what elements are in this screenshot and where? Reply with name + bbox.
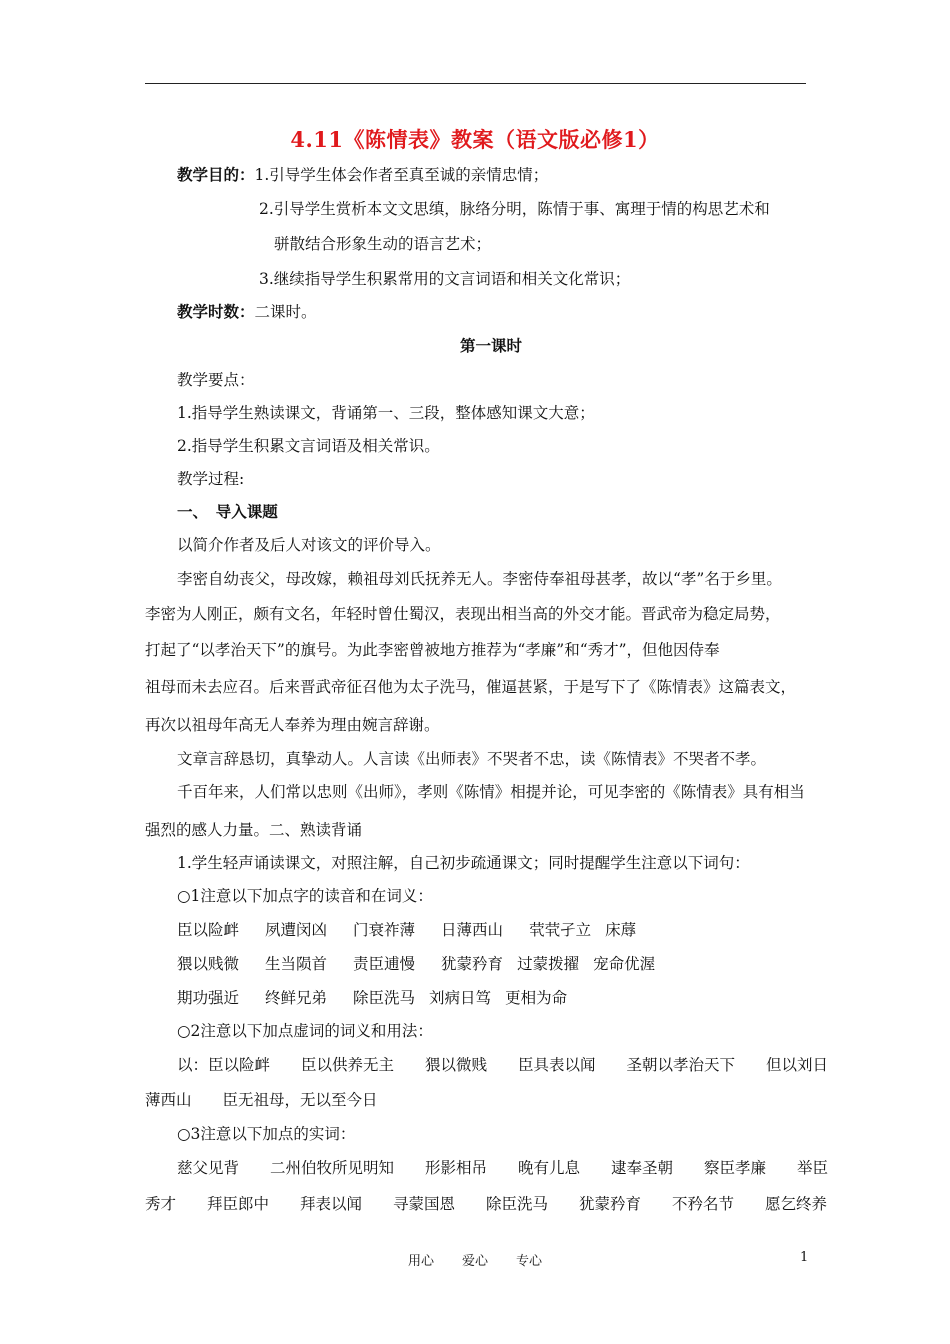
document-title: 4.11《陈情表》教案（语文版必修1） [290,127,660,152]
lesson-heading: 第一课时 [459,336,522,355]
objective-item: 2.引导学生赏析本文文思缜，脉络分明，陈情于事、寓理于情的构思艺术和 [259,200,770,218]
step-text: 1.学生轻声诵读课文，对照注解，自己初步疏通课文；同时提醒学生注意以下词句： [177,854,750,872]
points-label: 教学要点： [177,371,255,389]
paragraph-line: 强烈的感人力量。二、熟读背诵 [145,821,363,839]
paragraph-line: 再次以祖母年高无人奉养为理由婉言辞谢。 [145,716,440,734]
word-item: 刘病日笃 [429,989,492,1007]
header-rule [145,83,806,84]
objectives-label: 教学目的： [177,165,255,184]
footer-item: 专心 [516,1254,543,1269]
objectives-line-1 [177,165,548,185]
paragraph-line: 千百年来，人们常以忠则《出师》，孝则《陈情》相提并论，可见李密的《陈情表》具有相当 [177,783,805,801]
word-item: 犹蒙矜育 [441,955,504,973]
word-item: 床蓐 [605,921,637,939]
footer-item: 用心 [407,1254,434,1269]
paragraph-line: 李密为人刚正，颇有文名，年轻时曾仕蜀汉，表现出相当高的外交才能。晋武帝为稳定局势， [145,605,781,623]
word-item: 期功强近 [177,989,240,1007]
page-number: 1 [800,1250,809,1265]
note-line: 薄西山 臣无祖母，无以至今日 [145,1091,378,1109]
note-line: 秀才 拜臣郎中 拜表以闻 寻蒙国恩 除臣洗马 犹蒙矜育 不矜名节 愿乞终养 [145,1195,828,1213]
word-item: 责臣逋慢 [353,955,416,973]
word-item: 更相为命 [505,989,568,1007]
word-item: 生当陨首 [265,955,328,973]
word-item: 宠命优渥 [593,955,656,973]
paragraph-line: 李密自幼丧父，母改嫁，赖祖母刘氏抚养无人。李密侍奉祖母甚孝，故以“孝”名于乡里。 [177,570,782,588]
paragraph-line: 打起了“以孝治天下”的旗号。为此李密曾被地方推荐为“孝廉”和“秀才”，但他因侍奉 [145,641,720,659]
word-row [177,954,681,974]
hours-line [177,302,317,322]
word-item: 除臣洗马 [353,989,416,1007]
word-item: 猥以贱微 [177,955,240,973]
intro-text: 以简介作者及后人对该文的评价导入。 [177,536,441,554]
note-label: ○1注意以下加点字的读音和在词义： [177,887,433,905]
hours-label: 教学时数： [177,302,255,321]
footer-item: 爱心 [461,1254,488,1269]
word-item: 门衰祚薄 [353,921,416,939]
objective-item: 骈散结合形象生动的语言艺术； [274,235,492,253]
word-item: 臣以险衅 [177,921,240,939]
point-item: 2.指导学生积累文言词语及相关常识。 [177,437,440,455]
word-row [177,920,662,940]
note-line: 慈父见背 二州伯牧所见明知 形影相吊 晚有儿息 逮奉圣朝 察臣孝廉 举臣 [177,1159,829,1177]
word-item: 日薄西山 [441,921,504,939]
process-label: 教学过程: [177,470,245,488]
word-row [177,988,593,1008]
word-item: 茕茕孑立 [529,921,592,939]
note-line: 以：臣以险衅 臣以供养无主 猥以微贱 臣具表以闻 圣朝以孝治天下 但以刘日 [177,1056,829,1074]
note-label: ○3注意以下加点的实词： [177,1125,356,1143]
objective-item: 3.继续指导学生积累常用的文言词语和相关文化常识； [259,270,631,288]
paragraph-line: 文章言辞恳切，真挚动人。人言读《出师表》不哭者不忠，读《陈情表》不哭者不孝。 [177,750,767,768]
hours-value: 二课时。 [254,303,317,321]
word-item: 终鲜兄弟 [265,989,328,1007]
section-heading: 一、 导入课题 [177,502,278,521]
point-item: 1.指导学生熟读课文，背诵第一、三段，整体感知课文大意； [177,404,595,422]
word-item: 夙遭闵凶 [265,921,328,939]
note-label: ○2注意以下加点虚词的词义和用法： [177,1022,433,1040]
word-item: 过蒙拨擢 [517,955,580,973]
paragraph-line: 祖母而未去应召。后来晋武帝征召他为太子洗马，催逼甚紧，于是写下了《陈情表》这篇表文， [145,678,797,696]
objective-item: 1.引导学生体会作者至真至诚的亲情忠情； [254,166,549,184]
